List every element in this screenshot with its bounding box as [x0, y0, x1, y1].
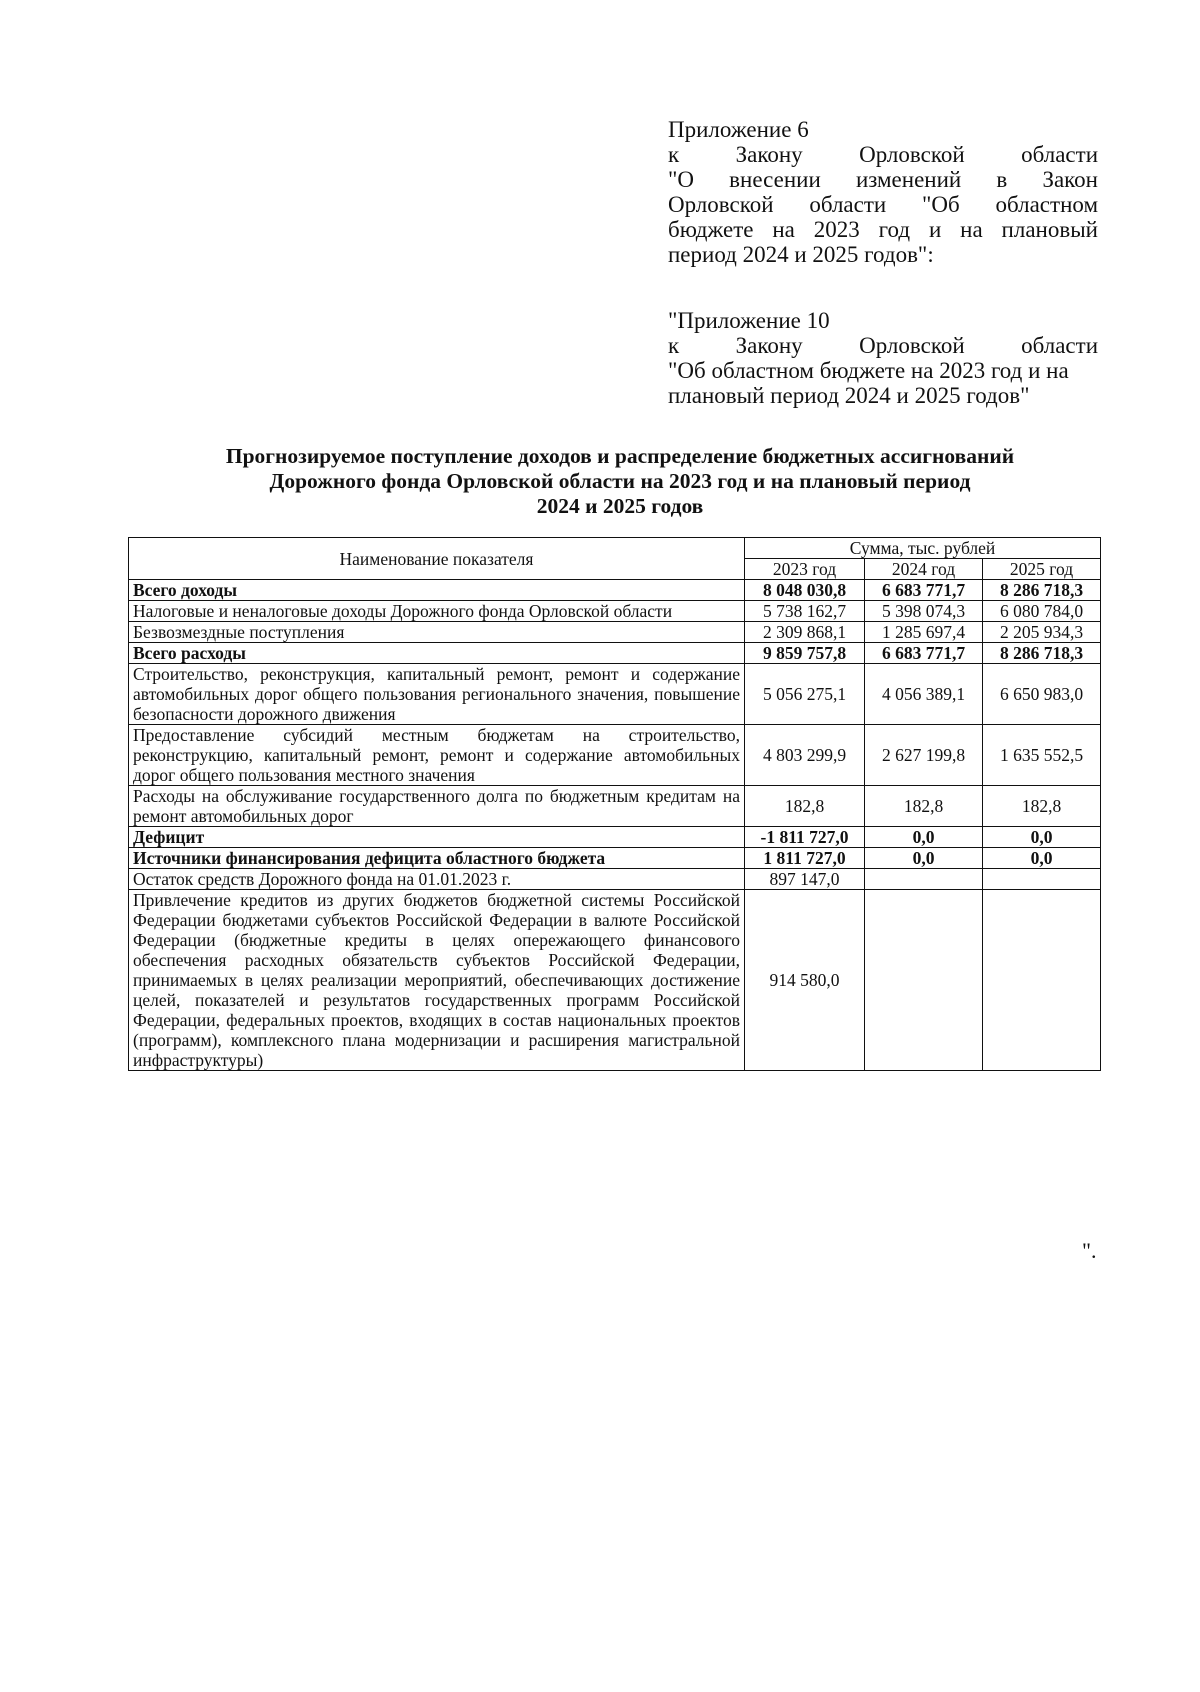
value-2024: 4 056 389,1	[865, 664, 983, 725]
appendix-6-line-5: бюджете на 2023 год и на плановый	[668, 217, 1098, 242]
table-row-deficit-sources	[129, 848, 1101, 869]
document-title-line-3: 2024 и 2025 годов	[536, 494, 704, 518]
value-2025	[983, 869, 1101, 890]
table-row-gratuitous-receipts	[129, 622, 1101, 643]
row-name: Дефицит	[129, 827, 745, 848]
table-row-total-expenses	[129, 643, 1101, 664]
header-indicator-name: Наименование показателя	[129, 538, 745, 580]
appendix-6-line-4: Орловской области "Об областном	[668, 192, 1098, 217]
value-2025: 182,8	[983, 786, 1101, 827]
appendix-6-line-6: период 2024 и 2025 годов":	[668, 242, 934, 267]
value-2023: 5 056 275,1	[745, 664, 865, 725]
table-row-budget-credits	[129, 890, 1101, 1071]
value-2023: 897 147,0	[745, 869, 865, 890]
row-name: Источники финансирования дефицита областного бюджета	[129, 848, 745, 869]
row-name: Расходы на обслуживание государственного долга по бюджетным кредитам на ремонт автомобильных дорог	[129, 786, 745, 827]
value-2025: 6 650 983,0	[983, 664, 1101, 725]
value-2023: 182,8	[745, 786, 865, 827]
appendix-6-line-2: к Закону Орловской области	[668, 142, 1098, 167]
closing-quote: ".	[1082, 1238, 1097, 1263]
value-2024: 5 398 074,3	[865, 601, 983, 622]
value-2025: 0,0	[983, 848, 1101, 869]
document-title	[120, 444, 1120, 519]
value-2024: 2 627 199,8	[865, 725, 983, 786]
header-year-2024: 2024 год	[865, 559, 983, 580]
appendix-6-line-3: "О внесении изменений в Закон	[668, 167, 1098, 192]
appendix-6-header	[668, 117, 1098, 267]
row-name: Привлечение кредитов из других бюджетов бюджетной системы Российской Федерации бюджетами субъектов Российской Федерации в валюте Российской Федерации (бюджетные кредиты в целях опережающего финансового обеспечения расходных обязательств субъектов Российской Федерации, принимаемых в целях реализации мероприятий, обеспечивающих достижение целей, показателей и результатов государственных программ Российской Федерации, федеральных проектов, входящих в состав национальных проектов (программ), комплексного плана модернизации и расширения магистральной инфраструктуры)	[129, 890, 745, 1071]
appendix-10-line-3: "Об областном бюджете на 2023 год и на	[668, 358, 1069, 383]
row-name: Безвозмездные поступления	[129, 622, 745, 643]
table-row-fund-balance	[129, 869, 1101, 890]
table-row-local-subsidies	[129, 725, 1101, 786]
value-2023: 1 811 727,0	[745, 848, 865, 869]
row-name: Налоговые и неналоговые доходы Дорожного фонда Орловской области	[129, 601, 745, 622]
value-2025: 0,0	[983, 827, 1101, 848]
appendix-10-line-1: "Приложение 10	[668, 308, 830, 333]
appendix-10-line-4: плановый период 2024 и 2025 годов"	[668, 383, 1030, 408]
appendix-10-line-2: к Закону Орловской области	[668, 333, 1098, 358]
value-2025: 6 080 784,0	[983, 601, 1101, 622]
value-2024	[865, 869, 983, 890]
road-fund-table	[128, 537, 1101, 1071]
value-2023: 9 859 757,8	[745, 643, 865, 664]
document-title-line-1: Прогнозируемое поступление доходов и распределение бюджетных ассигнований	[225, 444, 1015, 468]
table-row-total-income	[129, 580, 1101, 601]
table-row-deficit	[129, 827, 1101, 848]
value-2024: 182,8	[865, 786, 983, 827]
value-2024: 6 683 771,7	[865, 580, 983, 601]
value-2023: 5 738 162,7	[745, 601, 865, 622]
header-sum: Сумма, тыс. рублей	[745, 538, 1101, 559]
value-2024: 0,0	[865, 848, 983, 869]
value-2023: -1 811 727,0	[745, 827, 865, 848]
table-row-regional-roads	[129, 664, 1101, 725]
value-2023: 2 309 868,1	[745, 622, 865, 643]
value-2024: 6 683 771,7	[865, 643, 983, 664]
value-2025: 8 286 718,3	[983, 643, 1101, 664]
appendix-6-line-1: Приложение 6	[668, 117, 809, 142]
value-2024: 0,0	[865, 827, 983, 848]
row-name: Остаток средств Дорожного фонда на 01.01.2023 г.	[129, 869, 745, 890]
table-row-debt-service	[129, 786, 1101, 827]
table-row-tax-income	[129, 601, 1101, 622]
row-name: Всего расходы	[129, 643, 745, 664]
row-name: Всего доходы	[129, 580, 745, 601]
value-2023: 8 048 030,8	[745, 580, 865, 601]
header-year-2023: 2023 год	[745, 559, 865, 580]
value-2025	[983, 890, 1101, 1071]
header-year-2025: 2025 год	[983, 559, 1101, 580]
value-2023: 914 580,0	[745, 890, 865, 1071]
value-2023: 4 803 299,9	[745, 725, 865, 786]
row-name: Строительство, реконструкция, капитальный ремонт, ремонт и содержание автомобильных дорог общего пользования регионального значения, повышение безопасности дорожного движения	[129, 664, 745, 725]
value-2025: 2 205 934,3	[983, 622, 1101, 643]
appendix-10-header	[668, 308, 1098, 408]
value-2025: 1 635 552,5	[983, 725, 1101, 786]
document-title-line-2: Дорожного фонда Орловской области на 2023 год и на плановый период	[269, 469, 971, 493]
value-2024	[865, 890, 983, 1071]
value-2024: 1 285 697,4	[865, 622, 983, 643]
value-2025: 8 286 718,3	[983, 580, 1101, 601]
row-name: Предоставление субсидий местным бюджетам на строительство, реконструкцию, капитальный ремонт, ремонт и содержание автомобильных дорог общего пользования местного значения	[129, 725, 745, 786]
